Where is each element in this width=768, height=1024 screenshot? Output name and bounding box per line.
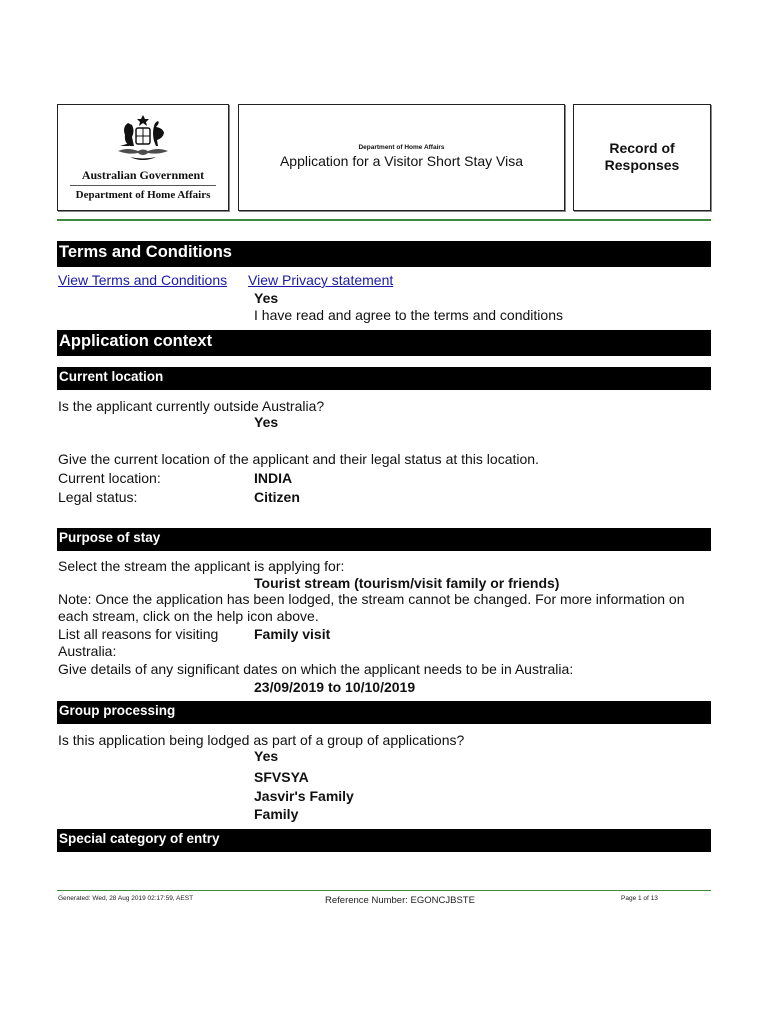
answer-stream: Tourist stream (tourism/visit family or friends) bbox=[254, 575, 560, 591]
group-id: SFVSYA bbox=[254, 769, 309, 785]
reference-number: Reference Number: EGONCJBSTE bbox=[325, 895, 475, 906]
terms-answer: Yes bbox=[254, 290, 279, 306]
header-divider bbox=[57, 219, 711, 221]
page-number: Page 1 of 13 bbox=[621, 895, 658, 902]
question-outside-australia: Is the applicant currently outside Australia? bbox=[58, 398, 325, 414]
section-heading-purpose: Purpose of stay bbox=[57, 528, 711, 551]
department-name: Department of Home Affairs bbox=[75, 189, 211, 201]
record-of-responses-label: Record of Responses bbox=[604, 140, 680, 173]
reasons-value: Family visit bbox=[254, 626, 331, 642]
question-stream: Select the stream the applicant is applying for: bbox=[58, 558, 345, 574]
section-heading-current-location: Current location bbox=[57, 367, 711, 390]
group-type: Family bbox=[254, 806, 299, 822]
view-terms-link[interactable] bbox=[58, 272, 227, 289]
section-heading-terms: Terms and Conditions bbox=[57, 241, 711, 267]
section-heading-group: Group processing bbox=[57, 701, 711, 724]
section-heading-application-context: Application context bbox=[57, 330, 711, 356]
logo-divider bbox=[70, 185, 216, 186]
question-group: Is this application being lodged as part of a group of applications? bbox=[58, 732, 465, 748]
reasons-label-line2: Australia: bbox=[58, 643, 117, 659]
current-location-label: Current location: bbox=[58, 470, 161, 486]
answer-dates: 23/09/2019 to 10/10/2019 bbox=[254, 679, 416, 695]
stream-note: Note: Once the application has been lodged, the stream cannot be changed. For more information on each stream, click on the help icon above. bbox=[58, 591, 685, 624]
question-current-location: Give the current location of the applicant and their legal status at this location. bbox=[58, 451, 539, 467]
government-logo-box bbox=[57, 104, 229, 211]
generated-timestamp: Generated: Wed, 28 Aug 2019 02:17:59, AEST bbox=[58, 895, 194, 902]
coat-of-arms-icon bbox=[108, 113, 178, 165]
government-name: Australian Government bbox=[81, 168, 205, 182]
current-location-value: INDIA bbox=[254, 470, 293, 486]
legal-status-label: Legal status: bbox=[58, 489, 138, 505]
reasons-label-line1: List all reasons for visiting bbox=[58, 626, 219, 642]
question-dates: Give details of any significant dates on which the applicant needs to be in Australia: bbox=[58, 661, 574, 677]
department-small-label: Department of Home Affairs bbox=[358, 144, 445, 151]
answer-group: Yes bbox=[254, 748, 279, 764]
view-privacy-link-text[interactable]: View Privacy statement bbox=[248, 272, 394, 288]
view-privacy-link[interactable] bbox=[248, 272, 393, 289]
terms-agreement-text: I have read and agree to the terms and conditions bbox=[254, 307, 563, 323]
legal-status-value: Citizen bbox=[254, 489, 300, 505]
record-of-responses-box bbox=[573, 104, 711, 211]
group-name: Jasvir's Family bbox=[254, 788, 354, 804]
form-title-box bbox=[238, 104, 565, 211]
answer-outside-australia: Yes bbox=[254, 414, 279, 430]
form-title: Application for a Visitor Short Stay Visa bbox=[279, 153, 524, 169]
footer-divider bbox=[57, 890, 711, 891]
view-terms-link-text[interactable]: View Terms and Conditions bbox=[58, 272, 228, 288]
section-heading-special-category: Special category of entry bbox=[57, 829, 711, 852]
